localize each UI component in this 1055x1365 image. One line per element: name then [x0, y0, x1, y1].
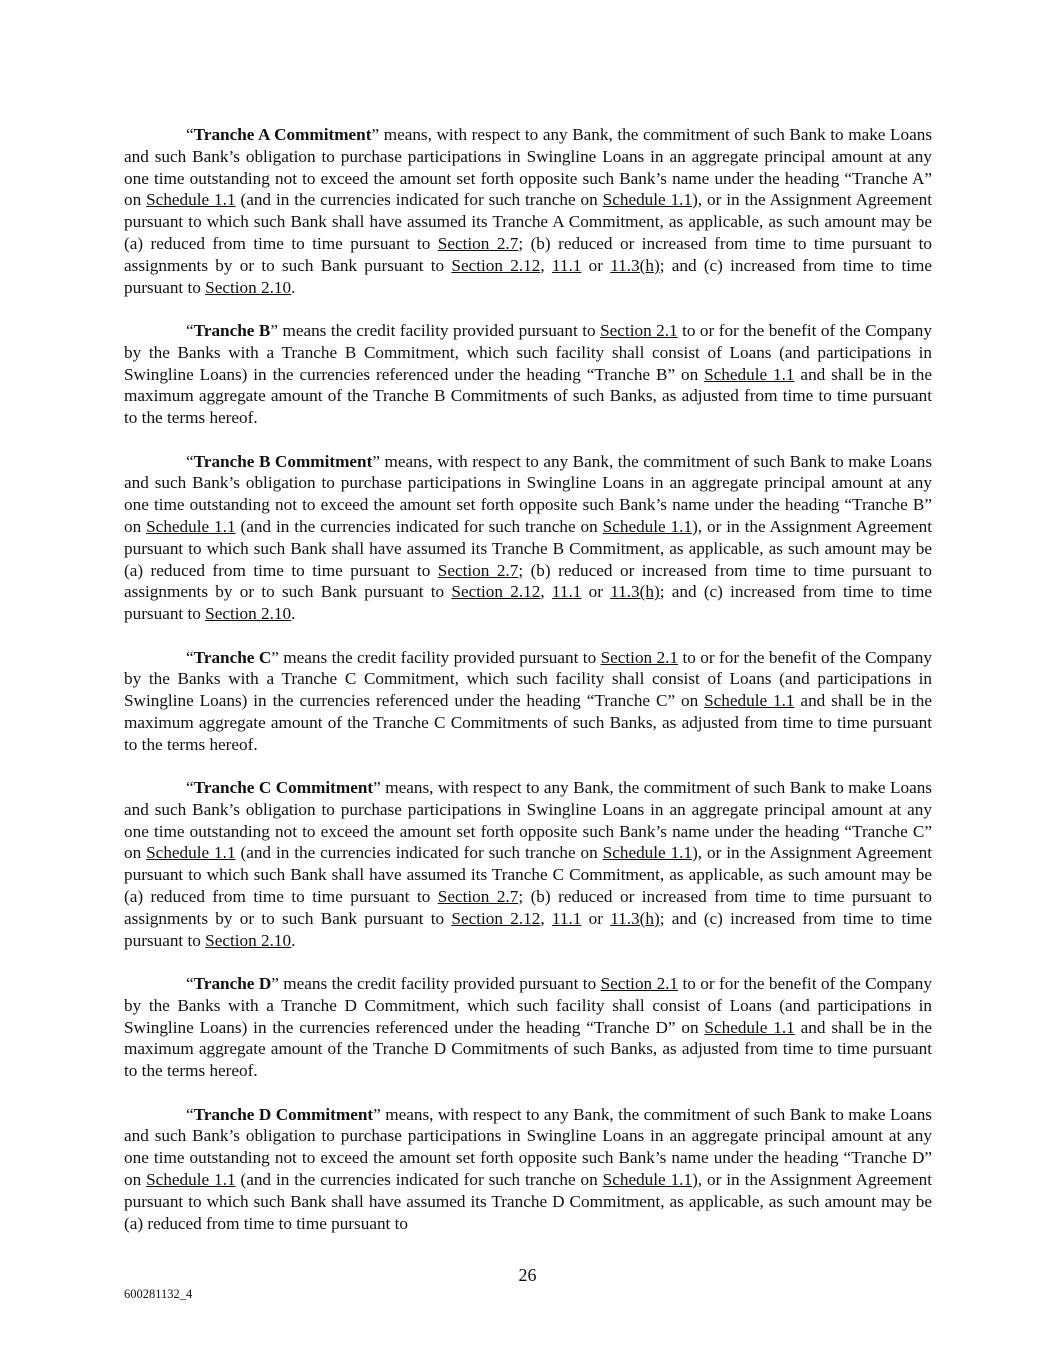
cross-reference-link: Section 2.10	[205, 604, 292, 624]
cross-reference-link: Section 2.1	[600, 320, 678, 340]
cross-reference-link: Schedule 1.1	[602, 843, 693, 863]
paragraph-text: ; and (c) increased from time to time pursuant to	[124, 255, 933, 297]
paragraph-text: ” means the credit facility provided pursuant to	[271, 974, 601, 994]
paragraph-text: or	[581, 582, 611, 602]
paragraph-text: “	[186, 778, 194, 798]
paragraph-text: (and in the currencies indicated for such tranche on	[235, 843, 603, 863]
paragraph-text: to or for the benefit of the Company by the Banks with a Tranche D Commitment, which such facility shall consist of Loans (and participations in Swingline Loans) in the currencies referenced under the heading “Tranche D” on	[124, 974, 932, 1037]
paragraph-text: “	[186, 451, 194, 471]
paragraph-text: ), or in the Assignment Agreement pursuant to which such Bank shall have assumed its Tranche C Commitment, as applicable, as such amount may be (a) reduced from time to time pursuant to	[124, 843, 932, 907]
cross-reference-link: 11.1	[551, 582, 582, 602]
definition-paragraph	[124, 451, 932, 625]
defined-term: Tranche D Commitment	[193, 1104, 374, 1124]
paragraph-text: ” means the credit facility provided pursuant to	[271, 647, 601, 667]
defined-term: Tranche B	[193, 320, 271, 340]
paragraph-text: ” means, with respect to any Bank, the commitment of such Bank to make Loans and such Bank’s obligation to purchase participations in Swingline Loans in an aggregate principal amount at any one time outstanding not to exceed the amount set forth opposite such Bank’s name under the heading “Tranche D” on	[124, 1104, 932, 1190]
paragraph-text: and shall be in the maximum aggregate amount of the Tranche C Commitments of such Banks, as adjusted from time to time pursuant to the terms hereof.	[124, 691, 932, 754]
document-id: 600281132_4	[124, 1287, 193, 1301]
cross-reference-link: 11.3(h)	[610, 908, 660, 928]
paragraph-text: .	[291, 277, 296, 297]
paragraph-text: “	[186, 125, 194, 144]
cross-reference-link: Section 2.1	[600, 647, 679, 667]
cross-reference-link: Section 2.12	[451, 908, 541, 928]
cross-reference-link: Schedule 1.1	[602, 1170, 693, 1190]
cross-reference-link: Section 2.12	[451, 582, 541, 602]
cross-reference-link: Schedule 1.1	[704, 364, 795, 384]
cross-reference-link: Schedule 1.1	[602, 516, 693, 536]
cross-reference-link: Schedule 1.1	[704, 1017, 795, 1037]
cross-reference-link: Schedule 1.1	[602, 190, 693, 210]
cross-reference-link: Section 2.10	[205, 277, 292, 297]
paragraph-text: ; and (c) increased from time to time pursuant to	[124, 582, 933, 624]
paragraph-text: ; (b) reduced or increased from time to time pursuant to assignments by or to such Bank pursuant to	[124, 887, 932, 928]
paragraph-text: to or for the benefit of the Company by the Banks with a Tranche B Commitment, which such facility shall consist of Loans (and participations in Swingline Loans) in the currencies referenced under the heading “Tranche B” on	[124, 320, 932, 384]
paragraph-text: ), or in the Assignment Agreement pursuant to which such Bank shall have assumed its Tranche D Commitment, as applicable, as such amount may be (a) reduced from time to time pursuant to	[124, 1170, 932, 1233]
paragraph-text: ), or in the Assignment Agreement pursuant to which such Bank shall have assumed its Tranche B Commitment, as applicable, as such amount may be (a) reduced from time to time pursuant to	[124, 516, 932, 580]
paragraph-text: or	[581, 908, 611, 928]
paragraph-text: (and in the currencies indicated for such tranche on	[235, 190, 603, 210]
paragraph-text: ” means, with respect to any Bank, the commitment of such Bank to make Loans and such Bank’s obligation to purchase participations in Swingline Loans in an aggregate principal amount at any one time outstanding not to exceed the amount set forth opposite such Bank’s name under the heading “Tranche C” on	[124, 778, 932, 863]
paragraph-text: ; (b) reduced or increased from time to time pursuant to assignments by or to such Bank pursuant to	[124, 233, 932, 275]
cross-reference-link: Section 2.7	[437, 233, 519, 253]
paragraph-text: “	[186, 974, 194, 994]
paragraph-text: and shall be in the maximum aggregate amount of the Tranche D Commitments of such Banks, as adjusted from time to time pursuant to the terms hereof.	[124, 1017, 932, 1081]
paragraph-text: ; and (c) increased from time to time pursuant to	[124, 908, 933, 950]
cross-reference-link: Schedule 1.1	[704, 691, 795, 711]
definition-paragraph	[124, 647, 932, 756]
cross-reference-link: Schedule 1.1	[146, 1170, 236, 1190]
paragraph-text: ” means the credit facility provided pursuant to	[270, 320, 601, 340]
paragraph-text: to or for the benefit of the Company by the Banks with a Tranche C Commitment, which such facility shall consist of Loans (and participations in Swingline Loans) in the currencies referenced under the heading “Tranche C” on	[124, 647, 932, 711]
cross-reference-link: Schedule 1.1	[146, 190, 236, 210]
paragraph-text: “	[186, 647, 194, 667]
page-number: 26	[518, 1265, 537, 1285]
definition-paragraph	[124, 777, 932, 951]
cross-reference-link: Section 2.7	[437, 560, 519, 580]
definition-paragraph	[124, 124, 932, 298]
document-body	[124, 124, 932, 1256]
cross-reference-link: 11.3(h)	[610, 255, 660, 275]
paragraph-text: .	[291, 604, 296, 624]
defined-term: Tranche C	[193, 647, 272, 667]
paragraph-text: ; (b) reduced or increased from time to time pursuant to assignments by or to such Bank pursuant to	[124, 560, 932, 602]
paragraph-text: ,	[540, 908, 552, 928]
definition-paragraph	[124, 973, 932, 1082]
cross-reference-link: Schedule 1.1	[146, 516, 236, 536]
paragraph-text: (and in the currencies indicated for such tranche on	[235, 516, 603, 536]
paragraph-text: .	[291, 930, 296, 950]
paragraph-text: (and in the currencies indicated for such tranche on	[235, 1170, 603, 1190]
defined-term: Tranche A Commitment	[193, 125, 372, 144]
paragraph-text: ” means, with respect to any Bank, the commitment of such Bank to make Loans and such Bank’s obligation to purchase participations in Swingline Loans in an aggregate principal amount at any one time outstanding not to exceed the amount set forth opposite such Bank’s name under the heading “Tranche B” on	[124, 451, 933, 536]
defined-term: Tranche C Commitment	[193, 778, 374, 798]
paragraph-text: ,	[540, 255, 552, 275]
cross-reference-link: 11.1	[551, 255, 582, 275]
paragraph-text: ” means, with respect to any Bank, the commitment of such Bank to make Loans and such Bank’s obligation to purchase participations in Swingline Loans in an aggregate principal amount at any one time outstanding not to exceed the amount set forth opposite such Bank’s name under the heading “Tranche A” on	[124, 125, 933, 210]
paragraph-text: “	[186, 1104, 194, 1124]
cross-reference-link: Section 2.12	[451, 255, 541, 275]
cross-reference-link: Section 2.1	[600, 974, 679, 994]
cross-reference-link: Schedule 1.1	[146, 843, 236, 863]
paragraph-text: or	[581, 255, 611, 275]
cross-reference-link: 11.3(h)	[610, 582, 660, 602]
cross-reference-link: Section 2.10	[205, 930, 292, 950]
paragraph-text: and shall be in the maximum aggregate amount of the Tranche B Commitments of such Banks, as adjusted from time to time pursuant to the terms hereof.	[124, 364, 932, 428]
paragraph-text: “	[186, 320, 194, 340]
paragraph-text: ), or in the Assignment Agreement pursuant to which such Bank shall have assumed its Tranche A Commitment, as applicable, as such amount may be (a) reduced from time to time pursuant to	[124, 190, 932, 253]
defined-term: Tranche B Commitment	[193, 451, 373, 471]
definition-paragraph	[124, 1104, 932, 1235]
cross-reference-link: Section 2.7	[437, 887, 519, 907]
cross-reference-link: 11.1	[551, 908, 582, 928]
definition-paragraph	[124, 320, 932, 429]
paragraph-text: ,	[540, 582, 552, 602]
defined-term: Tranche D	[193, 974, 272, 994]
